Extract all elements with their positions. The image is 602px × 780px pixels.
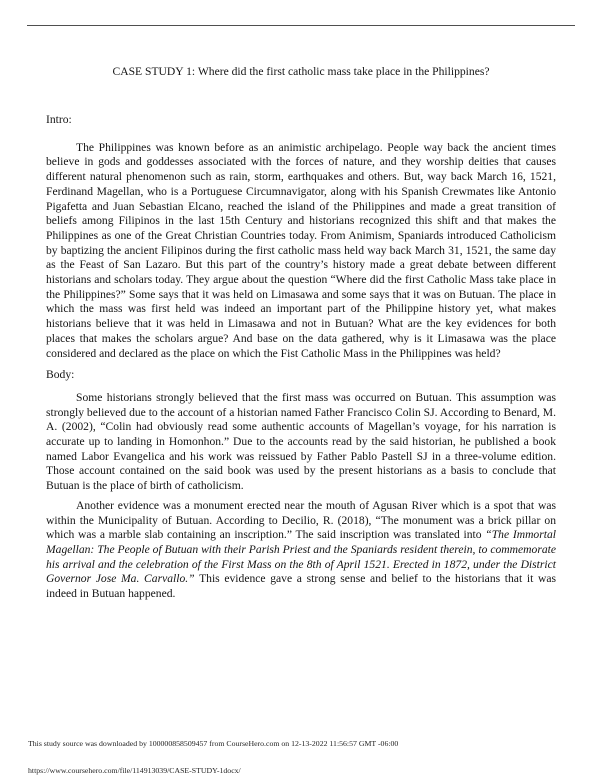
- body-paragraph-monument: [46, 499, 556, 602]
- coursehero-download-attribution: This study source was downloaded by 100000858509457 from CourseHero.com on 12-13-2022 11:56:57 GMT -06:00: [28, 739, 399, 748]
- monument-inscription-quote: “The Immortal Magellan: The People of Butuan with their Parish Priest and the Spaniards resident therein, to commemorate his arrival and the celebration of the First Mass on the 8th of April 1521. Erected in 1872, under the District Governor Jose Ma. Carvallo.”: [46, 528, 556, 586]
- section-heading-body: Body:: [46, 368, 75, 382]
- document-body: [46, 0, 556, 602]
- intro-paragraph-text: The Philippines was known before as an animistic archipelago. People way back the ancient times believe in gods and goddesses associated with the forces of nature, and they worship deities that causes different natural phenomenon such as rain, storm, earthquakes and others. But, way back March 16, 1521, Ferdinand Magellan, who is a Portuguese Circumnavigator, along with his Spanish Crewmates like Antonio Pigafetta and Juan Sebastian Elcano, reached the island of the Philippines and made a great transition of beliefs among Filipinos in the last 15th Century and historians recognized this shift and that makes the Philippines as one of the Great Christian Countries today. From Animism, Spaniards introduced Catholicism by baptizing the ancient Filipinos during the first catholic mass held way back March 31, 1521, the same day as the Feast of San Lazaro. But this part of the country’s history made a great debate between different historians and scholars today. They argue about the question “Where did the first Catholic Mass take place in the Philippines?” Some says that it was held on Limasawa and some says that it was on Butuan. The place in which the mass was first held was indeed an important part of the Philippine history yet, what makes historians believe that it was held in Limasawa and not in Butuan? What are the key evidences for both places that makes the scholars argue? And base on the data gathered, why is it Limasawa was the place considered and declared as the place on which the Fist Catholic Mass in the Philippines was held?: [46, 140, 556, 360]
- intro-paragraph: [46, 141, 556, 362]
- coursehero-document-url-link[interactable]: https://www.coursehero.com/file/114913039/CASE-STUDY-1docx/: [28, 766, 241, 775]
- section-heading-intro: Intro:: [46, 113, 72, 126]
- monument-paragraph-closing-text: This evidence gave a strong sense and belief to the historians that it was indeed in Butuan happened.: [46, 572, 556, 601]
- document-title: CASE STUDY 1: Where did the first catholic mass take place in the Philippines?: [112, 65, 490, 78]
- body-paragraph-butuan-account: [46, 391, 556, 494]
- monument-paragraph-lead-text: Another evidence was a monument erected near the mouth of Agusan River which is a spot that was within the Municipality of Butuan. According to Decilio, R. (2018), “The monument was a brick pillar on which was a marble slab containing an inscription.” The said inscription was translated into: [46, 498, 556, 542]
- body-paragraph-butuan-account-text: Some historians strongly believed that the first mass was occurred on Butuan. This assumption was strongly believed due to the account of a historian named Father Francisco Colin SJ. According to Benard, M. A. (2002), “Colin had obviously read some authentic accounts of Magellan’s voyage, for his narration is accurate up to landing in Homonhon.” Due to the accounts read by the said historian, he published a book named Labor Evangelica and his work was reissued by Father Pablo Pastell SJ in a three-volume edition. Those account contained on the said book was used by the present historians as a basis to conclude that Butuan is the place of birth of catholicism.: [46, 390, 557, 493]
